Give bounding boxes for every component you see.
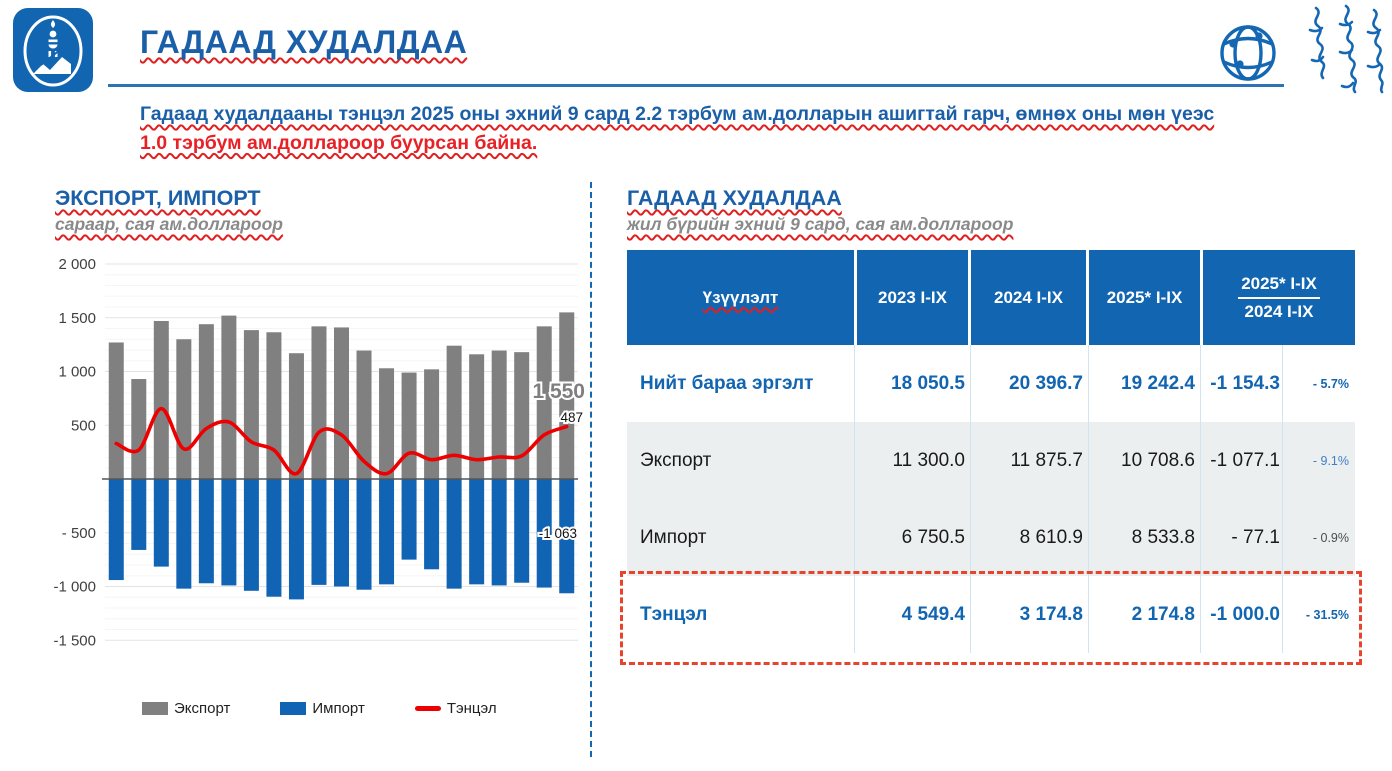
column-separator: [854, 345, 855, 653]
cell-2023: 4 549.4: [901, 603, 965, 625]
cell-2025: 8 533.8: [1131, 526, 1195, 548]
cell-2023: 18 050.5: [891, 372, 965, 394]
cell-2023: 11 300.0: [892, 449, 965, 471]
page-title: ГАДААД ХУДАЛДАА: [140, 24, 468, 60]
svg-text:2 000: 2 000: [58, 256, 96, 273]
legend-label: Экспорт: [174, 700, 231, 717]
cell-diff: -1 000.0: [1210, 603, 1280, 625]
nso-logo-icon: [13, 8, 93, 92]
svg-text:500: 500: [70, 417, 96, 435]
cell-diff: -1 154.3: [1210, 372, 1280, 394]
table-row-total: [627, 345, 1355, 422]
cell-pct: - 5.7%: [1312, 376, 1349, 391]
cell-2024: 8 610.9: [1019, 526, 1083, 548]
cell-2025: 19 242.4: [1121, 372, 1195, 394]
column-separator: [970, 345, 971, 653]
svg-text:-1 063: -1 063: [538, 526, 577, 541]
chart-section-title: ЭКСПОРТ, ИМПОРТ: [55, 186, 261, 210]
legend-item-balance: [415, 700, 497, 717]
table-body: [627, 345, 1355, 653]
headline-main: Гадаад худалдааны тэнцэл 2025 оны эхний 9 сард 2.2 тэрбум ам.долларын ашигтай гарч, өмнөх оны мөн үеэс: [140, 103, 1215, 125]
svg-text:487: 487: [560, 410, 583, 425]
legend-item-export: [142, 700, 230, 717]
title-underline: [108, 84, 1284, 87]
legend-item-import: [280, 700, 364, 717]
row-label: Нийт бараа эргэлт: [640, 372, 814, 394]
fraction: [1238, 274, 1320, 322]
table-row-import: [627, 499, 1355, 576]
headline: [140, 100, 1220, 157]
row-label: Экспорт: [640, 449, 712, 471]
table-section-title: ГАДААД ХУДАЛДАА: [627, 186, 842, 210]
row-label: Тэнцэл: [640, 603, 708, 625]
fraction-denominator: 2024 I-IX: [1244, 301, 1314, 321]
chart-legend: [142, 700, 497, 717]
mongolian-script: [1302, 2, 1390, 135]
import-swatch-icon: [280, 702, 306, 715]
svg-text:-1 000: -1 000: [53, 578, 96, 596]
cell-2024: 11 875.7: [1010, 449, 1083, 471]
balance-line-icon: [415, 706, 441, 711]
legend-label: Тэнцэл: [446, 700, 497, 717]
nso-logo: [13, 8, 93, 97]
col-header-2025: 2025* I-IX: [1089, 250, 1200, 345]
fraction-numerator: 2025* I-IX: [1238, 274, 1320, 299]
legend-label: Импорт: [312, 700, 365, 717]
col-header-2024: 2024 I-IX: [971, 250, 1086, 345]
cell-pct: - 9.1%: [1312, 453, 1349, 468]
panel-divider: [590, 182, 592, 757]
row-label: Импорт: [640, 526, 707, 548]
trade-table: [627, 250, 1355, 662]
svg-text:-1 500: -1 500: [53, 632, 96, 650]
chart-section-subtitle: сараар, сая ам.доллароор: [55, 214, 283, 234]
cell-2025: 2 174.8: [1131, 603, 1195, 625]
svg-text:1 500: 1 500: [58, 309, 96, 327]
table-row-export: [627, 422, 1355, 499]
col-header-indicator: [627, 250, 854, 345]
col-header-label: Үзүүлэлт: [702, 287, 779, 307]
cell-diff: -1 077.1: [1210, 449, 1280, 471]
column-separator: [1088, 345, 1089, 653]
col-header-2023: 2023 I-IX: [857, 250, 968, 345]
col-header-change: [1203, 250, 1355, 345]
column-separator: [1282, 345, 1283, 653]
cell-2025: 10 708.6: [1121, 449, 1195, 471]
export-import-chart: [40, 247, 588, 662]
svg-text:1 000: 1 000: [58, 363, 96, 381]
headline-highlight: 1.0 тэрбум ам.доллароор буурсан байна.: [140, 131, 538, 154]
column-separator: [1200, 345, 1201, 653]
cell-2024: 20 396.7: [1009, 372, 1083, 394]
globe-icon: [1216, 23, 1280, 88]
cell-2024: 3 174.8: [1019, 603, 1083, 625]
cell-2023: 6 750.5: [901, 526, 965, 548]
export-swatch-icon: [142, 702, 168, 715]
cell-pct: - 0.9%: [1312, 530, 1349, 545]
chart-canvas: [40, 247, 588, 659]
svg-text:- 500: - 500: [61, 524, 96, 542]
table-row-balance: [627, 576, 1355, 653]
table-section-subtitle: жил бүрийн эхний 9 сард, сая ам.доллароор: [627, 214, 1014, 234]
svg-text:1 550: 1 550: [532, 380, 585, 403]
cell-pct: - 31.5%: [1305, 607, 1349, 622]
cell-diff: - 77.1: [1231, 526, 1280, 548]
